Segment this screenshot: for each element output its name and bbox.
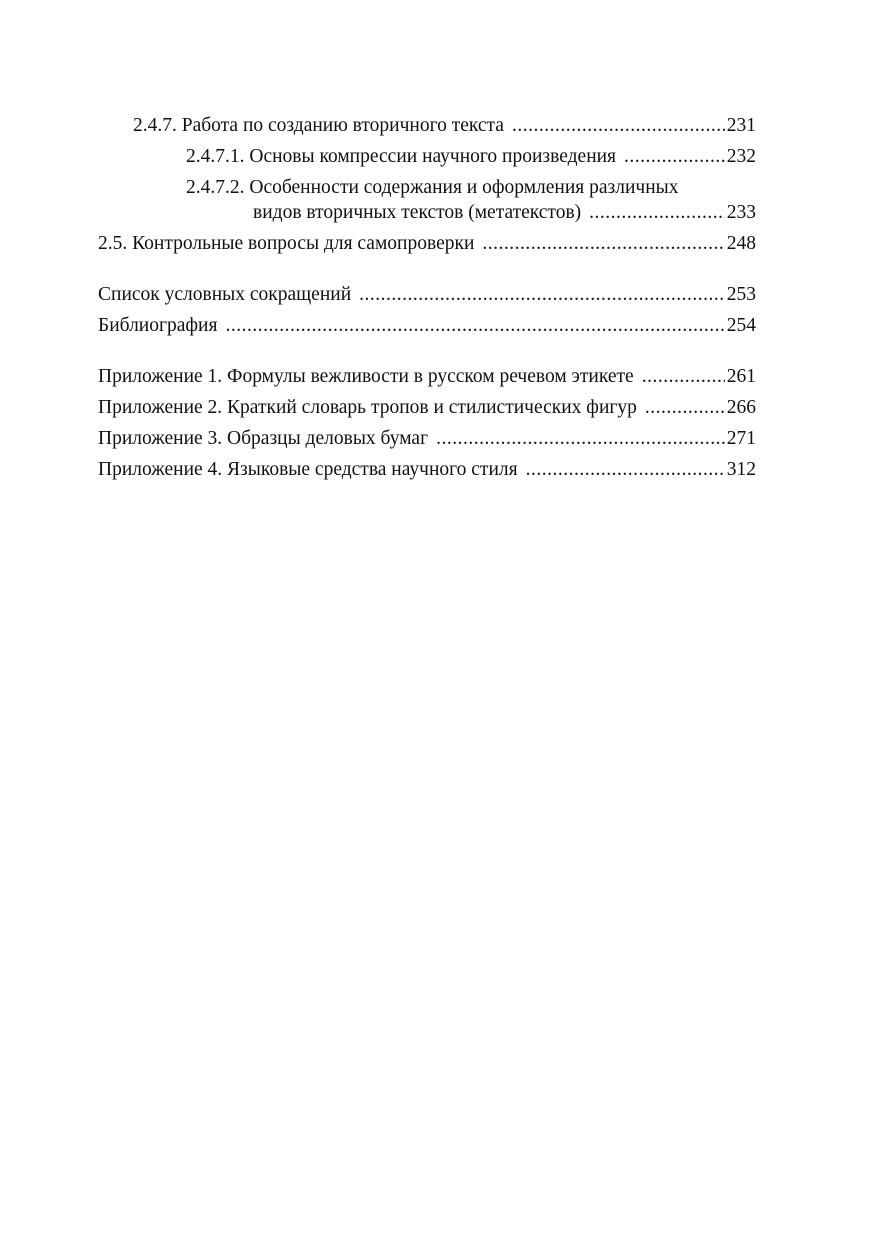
toc-entry-second-line [186,200,756,225]
table-of-contents [98,110,756,485]
toc-leader-dots [359,279,725,310]
toc-leader-dots [645,392,725,423]
toc-entry-page: 233 [726,202,756,223]
toc-entry-2-4-7-1[interactable] [98,141,756,172]
toc-entry-number: 2.4.7.1. [186,146,245,167]
toc-leader-dots [436,423,725,454]
toc-entry-bibliography[interactable] [98,310,756,341]
toc-entry-title: Приложение 4. Языковые средства научного стиля [98,459,518,480]
toc-leader-dots [624,141,725,172]
toc-entry-page: 266 [726,397,756,418]
toc-entry-title: Приложение 2. Краткий словарь тропов и стилистических фигур [98,397,637,418]
toc-entry-number: 2.4.7. [133,115,177,136]
toc-leader-dots [225,310,724,341]
toc-entry-number: 2.5. [98,233,128,254]
toc-leader-dots [526,454,725,485]
toc-leader-dots [512,110,725,141]
toc-entry-page: 253 [726,284,756,305]
toc-entry-title: Библиография [98,315,218,336]
toc-entry-number: 2.4.7.2. [186,177,245,198]
toc-entry-page: 261 [726,366,756,387]
toc-entry-title: Основы компрессии научного произведения [249,146,617,167]
toc-entry-title: Приложение 3. Образцы деловых бумаг [98,428,429,449]
toc-entry-title: Приложение 1. Формулы вежливости в русском речевом этикете [98,366,634,387]
toc-entry-title: Работа по созданию вторичного текста [181,115,504,136]
toc-entry-title: Контрольные вопросы для самопроверки [132,233,475,254]
toc-entry-2-4-7-2[interactable] [98,172,756,228]
toc-entry-title: Список условных сокращений [98,284,352,305]
toc-leader-dots [642,361,725,392]
toc-entry-appendix-1[interactable] [98,361,756,392]
toc-entry-page: 231 [726,115,756,136]
toc-entry-page: 248 [726,233,756,254]
toc-leader-dots [482,228,724,259]
toc-entry-title-line2: видов вторичных текстов (метатекстов) [253,202,582,223]
toc-entry-appendix-4[interactable] [98,454,756,485]
toc-entry-first-line [186,175,756,200]
toc-entry-2-4-7[interactable] [98,110,756,141]
toc-entry-appendix-3[interactable] [98,423,756,454]
toc-entry-page: 232 [726,146,756,167]
toc-entry-2-5[interactable] [98,228,756,259]
toc-entry-page: 312 [726,459,756,480]
toc-entry-appendix-2[interactable] [98,392,756,423]
toc-entry-abbreviations[interactable] [98,279,756,310]
toc-entry-page: 271 [726,428,756,449]
toc-entry-page: 254 [726,315,756,336]
toc-entry-title-line1: Особенности содержания и оформления различных [249,177,679,198]
toc-leader-dots [589,200,725,225]
